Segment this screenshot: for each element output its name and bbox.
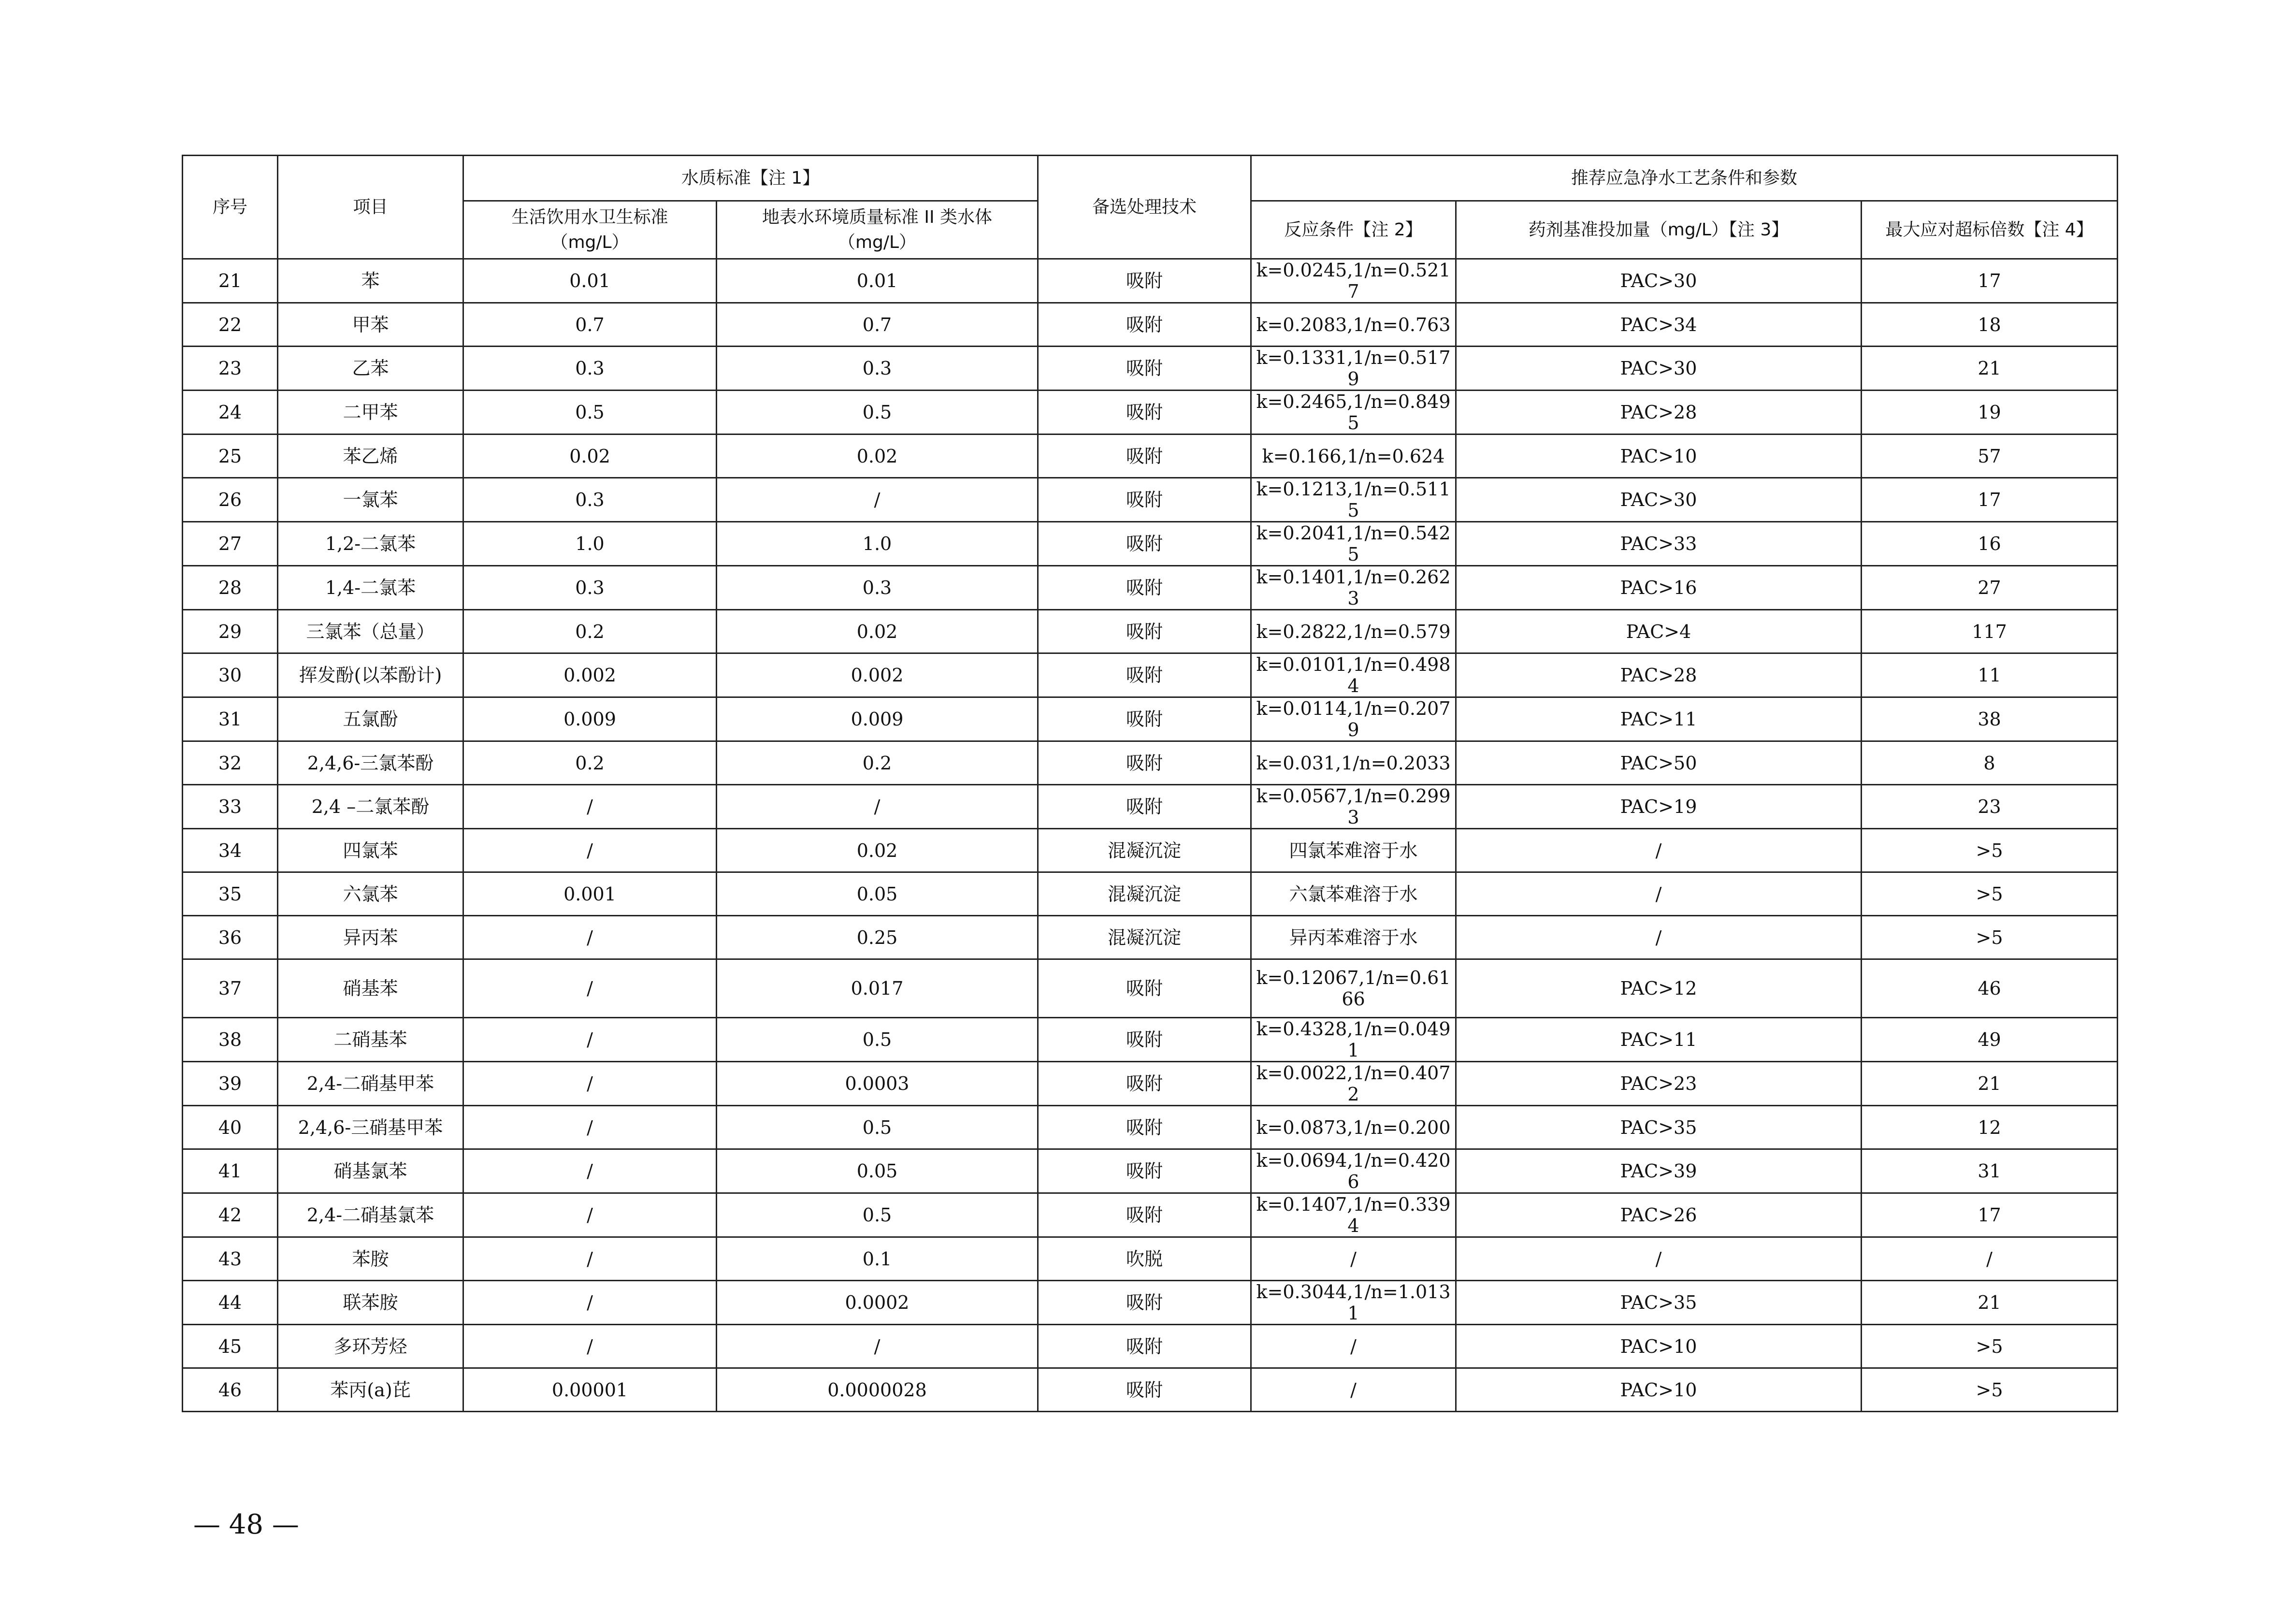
table-row <box>183 697 2118 741</box>
reaction-condition-cell: k=0.0114,1/n=0.2079 <box>1251 697 1456 741</box>
item-name-cell: 硝基氯苯 <box>278 1149 463 1193</box>
technique-cell: 吸附 <box>1038 1193 1251 1237</box>
dosage-cell: PAC>30 <box>1456 478 1862 522</box>
max-multiple-cell: 49 <box>1862 1018 2118 1062</box>
technique-cell: 混凝沉淀 <box>1038 829 1251 872</box>
technique-cell: 吸附 <box>1038 303 1251 347</box>
technique-cell: 混凝沉淀 <box>1038 916 1251 959</box>
reaction-condition-cell: 异丙苯难溶于水 <box>1251 916 1456 959</box>
dosage-cell: PAC>26 <box>1456 1193 1862 1237</box>
header-std-surface-line1: 地表水环境质量标准 II 类水体 <box>762 207 993 227</box>
technique-cell: 吸附 <box>1038 259 1251 303</box>
technique-cell: 吸附 <box>1038 1062 1251 1106</box>
surface-standard-cell: 0.3 <box>717 566 1038 610</box>
reaction-condition-cell: k=0.1213,1/n=0.5115 <box>1251 478 1456 522</box>
reaction-condition-cell: k=0.0873,1/n=0.200 <box>1251 1106 1456 1149</box>
technique-cell: 混凝沉淀 <box>1038 872 1251 916</box>
item-name-cell: 联苯胺 <box>278 1281 463 1325</box>
dosage-cell: PAC>35 <box>1456 1106 1862 1149</box>
dosage-cell: / <box>1456 916 1862 959</box>
dosage-cell: PAC>34 <box>1456 303 1862 347</box>
header-standard-group: 水质标准【注 1】 <box>463 156 1038 201</box>
row-number-cell: 40 <box>183 1106 278 1149</box>
drinking-standard-cell: 0.3 <box>463 566 717 610</box>
surface-standard-cell: 0.01 <box>717 259 1038 303</box>
drinking-standard-cell: / <box>463 1106 717 1149</box>
table-body <box>183 259 2118 1412</box>
max-multiple-cell: 16 <box>1862 522 2118 566</box>
technique-cell: 吸附 <box>1038 1106 1251 1149</box>
surface-standard-cell: 1.0 <box>717 522 1038 566</box>
item-name-cell: 2,4-二硝基氯苯 <box>278 1193 463 1237</box>
row-number-cell: 38 <box>183 1018 278 1062</box>
reaction-condition-cell: k=0.1331,1/n=0.5179 <box>1251 347 1456 391</box>
reaction-condition-cell: k=0.0694,1/n=0.4206 <box>1251 1149 1456 1193</box>
max-multiple-cell: 21 <box>1862 1062 2118 1106</box>
surface-standard-cell: 0.0003 <box>717 1062 1038 1106</box>
table-row <box>183 566 2118 610</box>
max-multiple-cell: 21 <box>1862 1281 2118 1325</box>
row-number-cell: 45 <box>183 1325 278 1368</box>
header-reaction: 反应条件【注 2】 <box>1251 201 1456 259</box>
surface-standard-cell: / <box>717 785 1038 829</box>
drinking-standard-cell: 1.0 <box>463 522 717 566</box>
max-multiple-cell: >5 <box>1862 1325 2118 1368</box>
drinking-standard-cell: 0.02 <box>463 434 717 478</box>
technique-cell: 吸附 <box>1038 478 1251 522</box>
table-row <box>183 478 2118 522</box>
reaction-condition-cell: 六氯苯难溶于水 <box>1251 872 1456 916</box>
drinking-standard-cell: / <box>463 959 717 1018</box>
technique-cell: 吸附 <box>1038 1325 1251 1368</box>
row-number-cell: 29 <box>183 610 278 653</box>
table-row <box>183 1106 2118 1149</box>
table-row <box>183 785 2118 829</box>
row-number-cell: 30 <box>183 653 278 697</box>
surface-standard-cell: 0.02 <box>717 610 1038 653</box>
max-multiple-cell: 46 <box>1862 959 2118 1018</box>
max-multiple-cell: 17 <box>1862 1193 2118 1237</box>
surface-standard-cell: 0.0000028 <box>717 1368 1038 1412</box>
item-name-cell: 一氯苯 <box>278 478 463 522</box>
item-name-cell: 硝基苯 <box>278 959 463 1018</box>
drinking-standard-cell: 0.002 <box>463 653 717 697</box>
item-name-cell: 六氯苯 <box>278 872 463 916</box>
max-multiple-cell: 21 <box>1862 347 2118 391</box>
table-row <box>183 1325 2118 1368</box>
header-std-surface <box>717 201 1038 259</box>
row-number-cell: 32 <box>183 741 278 785</box>
reaction-condition-cell: / <box>1251 1325 1456 1368</box>
table-row <box>183 1368 2118 1412</box>
item-name-cell: 三氯苯（总量） <box>278 610 463 653</box>
max-multiple-cell: 12 <box>1862 1106 2118 1149</box>
max-multiple-cell: >5 <box>1862 829 2118 872</box>
item-name-cell: 甲苯 <box>278 303 463 347</box>
technique-cell: 吸附 <box>1038 653 1251 697</box>
item-name-cell: 2,4,6-三氯苯酚 <box>278 741 463 785</box>
surface-standard-cell: 0.5 <box>717 1193 1038 1237</box>
surface-standard-cell: 0.05 <box>717 872 1038 916</box>
max-multiple-cell: 8 <box>1862 741 2118 785</box>
technique-cell: 吸附 <box>1038 1149 1251 1193</box>
technique-cell: 吸附 <box>1038 566 1251 610</box>
surface-standard-cell: 0.2 <box>717 741 1038 785</box>
table-row <box>183 1149 2118 1193</box>
item-name-cell: 二甲苯 <box>278 391 463 434</box>
table-row <box>183 741 2118 785</box>
dosage-cell: PAC>28 <box>1456 653 1862 697</box>
table-row <box>183 1281 2118 1325</box>
drinking-standard-cell: / <box>463 1018 717 1062</box>
row-number-cell: 35 <box>183 872 278 916</box>
surface-standard-cell: 0.3 <box>717 347 1038 391</box>
table-row <box>183 653 2118 697</box>
drinking-standard-cell: 0.2 <box>463 741 717 785</box>
table-row <box>183 916 2118 959</box>
max-multiple-cell: 27 <box>1862 566 2118 610</box>
reaction-condition-cell: k=0.1401,1/n=0.2623 <box>1251 566 1456 610</box>
dosage-cell: PAC>10 <box>1456 1325 1862 1368</box>
technique-cell: 吸附 <box>1038 1281 1251 1325</box>
header-process-group: 推荐应急净水工艺条件和参数 <box>1251 156 2118 201</box>
water-treatment-table <box>182 155 2118 1412</box>
technique-cell: 吸附 <box>1038 610 1251 653</box>
item-name-cell: 四氯苯 <box>278 829 463 872</box>
header-dosage: 药剂基准投加量（mg/L）【注 3】 <box>1456 201 1862 259</box>
drinking-standard-cell: 0.009 <box>463 697 717 741</box>
reaction-condition-cell: k=0.12067,1/n=0.6166 <box>1251 959 1456 1018</box>
technique-cell: 吸附 <box>1038 1368 1251 1412</box>
reaction-condition-cell: / <box>1251 1237 1456 1281</box>
table-row <box>183 1062 2118 1106</box>
dosage-cell: PAC>10 <box>1456 434 1862 478</box>
table-row <box>183 872 2118 916</box>
reaction-condition-cell: / <box>1251 1368 1456 1412</box>
dosage-cell: PAC>11 <box>1456 1018 1862 1062</box>
page-number: — 48 — <box>193 1509 299 1540</box>
surface-standard-cell: 0.7 <box>717 303 1038 347</box>
dosage-cell: PAC>19 <box>1456 785 1862 829</box>
drinking-standard-cell: / <box>463 1237 717 1281</box>
technique-cell: 吸附 <box>1038 347 1251 391</box>
drinking-standard-cell: 0.001 <box>463 872 717 916</box>
reaction-condition-cell: k=0.3044,1/n=1.0131 <box>1251 1281 1456 1325</box>
reaction-condition-cell: k=0.2083,1/n=0.763 <box>1251 303 1456 347</box>
technique-cell: 吸附 <box>1038 741 1251 785</box>
dosage-cell: PAC>30 <box>1456 259 1862 303</box>
max-multiple-cell: >5 <box>1862 916 2118 959</box>
header-std-drinking-line2: （mg/L） <box>550 232 629 252</box>
surface-standard-cell: 0.5 <box>717 391 1038 434</box>
drinking-standard-cell: 0.00001 <box>463 1368 717 1412</box>
technique-cell: 吸附 <box>1038 522 1251 566</box>
max-multiple-cell: 18 <box>1862 303 2118 347</box>
item-name-cell: 苯乙烯 <box>278 434 463 478</box>
row-number-cell: 43 <box>183 1237 278 1281</box>
item-name-cell: 2,4 –二氯苯酚 <box>278 785 463 829</box>
reaction-condition-cell: k=0.2041,1/n=0.5425 <box>1251 522 1456 566</box>
row-number-cell: 42 <box>183 1193 278 1237</box>
header-std-drinking-line1: 生活饮用水卫生标准 <box>511 207 668 227</box>
dosage-cell: PAC>11 <box>1456 697 1862 741</box>
dosage-cell: / <box>1456 872 1862 916</box>
max-multiple-cell: >5 <box>1862 1368 2118 1412</box>
row-number-cell: 41 <box>183 1149 278 1193</box>
max-multiple-cell: / <box>1862 1237 2118 1281</box>
reaction-condition-cell: k=0.0567,1/n=0.2993 <box>1251 785 1456 829</box>
max-multiple-cell: 17 <box>1862 259 2118 303</box>
max-multiple-cell: 17 <box>1862 478 2118 522</box>
row-number-cell: 44 <box>183 1281 278 1325</box>
max-multiple-cell: 57 <box>1862 434 2118 478</box>
row-number-cell: 27 <box>183 522 278 566</box>
dosage-cell: / <box>1456 829 1862 872</box>
item-name-cell: 挥发酚(以苯酚计) <box>278 653 463 697</box>
reaction-condition-cell: 四氯苯难溶于水 <box>1251 829 1456 872</box>
max-multiple-cell: 38 <box>1862 697 2118 741</box>
item-name-cell: 苯 <box>278 259 463 303</box>
item-name-cell: 五氯酚 <box>278 697 463 741</box>
header-technique: 备选处理技术 <box>1038 156 1251 259</box>
table-row <box>183 303 2118 347</box>
item-name-cell: 2,4,6-三硝基甲苯 <box>278 1106 463 1149</box>
item-name-cell: 二硝基苯 <box>278 1018 463 1062</box>
reaction-condition-cell: k=0.1407,1/n=0.3394 <box>1251 1193 1456 1237</box>
technique-cell: 吸附 <box>1038 391 1251 434</box>
surface-standard-cell: 0.017 <box>717 959 1038 1018</box>
drinking-standard-cell: 0.5 <box>463 391 717 434</box>
surface-standard-cell: 0.1 <box>717 1237 1038 1281</box>
surface-standard-cell: 0.5 <box>717 1106 1038 1149</box>
technique-cell: 吸附 <box>1038 959 1251 1018</box>
row-number-cell: 24 <box>183 391 278 434</box>
table-row <box>183 1193 2118 1237</box>
technique-cell: 吸附 <box>1038 1018 1251 1062</box>
table-row <box>183 610 2118 653</box>
drinking-standard-cell: 0.01 <box>463 259 717 303</box>
reaction-condition-cell: k=0.0101,1/n=0.4984 <box>1251 653 1456 697</box>
header-seq: 序号 <box>183 156 278 259</box>
row-number-cell: 33 <box>183 785 278 829</box>
header-std-surface-line2: （mg/L） <box>838 232 917 252</box>
table-row <box>183 391 2118 434</box>
drinking-standard-cell: / <box>463 785 717 829</box>
row-number-cell: 21 <box>183 259 278 303</box>
table-row <box>183 434 2118 478</box>
reaction-condition-cell: k=0.0245,1/n=0.5217 <box>1251 259 1456 303</box>
max-multiple-cell: 31 <box>1862 1149 2118 1193</box>
reaction-condition-cell: k=0.2822,1/n=0.579 <box>1251 610 1456 653</box>
row-number-cell: 46 <box>183 1368 278 1412</box>
table-row <box>183 522 2118 566</box>
row-number-cell: 37 <box>183 959 278 1018</box>
item-name-cell: 苯胺 <box>278 1237 463 1281</box>
max-multiple-cell: 11 <box>1862 653 2118 697</box>
drinking-standard-cell: 0.7 <box>463 303 717 347</box>
dosage-cell: PAC>33 <box>1456 522 1862 566</box>
dosage-cell: PAC>12 <box>1456 959 1862 1018</box>
item-name-cell: 1,2-二氯苯 <box>278 522 463 566</box>
reaction-condition-cell: k=0.166,1/n=0.624 <box>1251 434 1456 478</box>
table-row <box>183 829 2118 872</box>
row-number-cell: 34 <box>183 829 278 872</box>
dosage-cell: PAC>30 <box>1456 347 1862 391</box>
drinking-standard-cell: / <box>463 829 717 872</box>
surface-standard-cell: / <box>717 478 1038 522</box>
row-number-cell: 25 <box>183 434 278 478</box>
technique-cell: 吸附 <box>1038 434 1251 478</box>
drinking-standard-cell: 0.3 <box>463 478 717 522</box>
technique-cell: 吸附 <box>1038 785 1251 829</box>
reaction-condition-cell: k=0.2465,1/n=0.8495 <box>1251 391 1456 434</box>
dosage-cell: PAC>35 <box>1456 1281 1862 1325</box>
max-multiple-cell: 23 <box>1862 785 2118 829</box>
header-std-drinking <box>463 201 717 259</box>
header-row-1 <box>183 156 2118 201</box>
row-number-cell: 22 <box>183 303 278 347</box>
row-number-cell: 39 <box>183 1062 278 1106</box>
table-row <box>183 347 2118 391</box>
surface-standard-cell: 0.02 <box>717 434 1038 478</box>
dosage-cell: PAC>23 <box>1456 1062 1862 1106</box>
surface-standard-cell: 0.009 <box>717 697 1038 741</box>
max-multiple-cell: 19 <box>1862 391 2118 434</box>
row-number-cell: 26 <box>183 478 278 522</box>
reaction-condition-cell: k=0.031,1/n=0.2033 <box>1251 741 1456 785</box>
drinking-standard-cell: / <box>463 1325 717 1368</box>
drinking-standard-cell: / <box>463 1062 717 1106</box>
dosage-cell: PAC>28 <box>1456 391 1862 434</box>
dosage-cell: PAC>50 <box>1456 741 1862 785</box>
surface-standard-cell: 0.0002 <box>717 1281 1038 1325</box>
drinking-standard-cell: / <box>463 1281 717 1325</box>
row-number-cell: 28 <box>183 566 278 610</box>
table-row <box>183 1018 2118 1062</box>
table-row <box>183 259 2118 303</box>
drinking-standard-cell: 0.3 <box>463 347 717 391</box>
table-row <box>183 959 2118 1018</box>
item-name-cell: 乙苯 <box>278 347 463 391</box>
max-multiple-cell: 117 <box>1862 610 2118 653</box>
item-name-cell: 苯丙(a)芘 <box>278 1368 463 1412</box>
dosage-cell: PAC>39 <box>1456 1149 1862 1193</box>
surface-standard-cell: 0.05 <box>717 1149 1038 1193</box>
row-number-cell: 31 <box>183 697 278 741</box>
technique-cell: 吸附 <box>1038 697 1251 741</box>
item-name-cell: 1,4-二氯苯 <box>278 566 463 610</box>
row-number-cell: 23 <box>183 347 278 391</box>
surface-standard-cell: 0.25 <box>717 916 1038 959</box>
reaction-condition-cell: k=0.4328,1/n=0.0491 <box>1251 1018 1456 1062</box>
item-name-cell: 多环芳烃 <box>278 1325 463 1368</box>
drinking-standard-cell: / <box>463 1149 717 1193</box>
technique-cell: 吹脱 <box>1038 1237 1251 1281</box>
max-multiple-cell: >5 <box>1862 872 2118 916</box>
surface-standard-cell: / <box>717 1325 1038 1368</box>
drinking-standard-cell: / <box>463 1193 717 1237</box>
surface-standard-cell: 0.002 <box>717 653 1038 697</box>
reaction-condition-cell: k=0.0022,1/n=0.4072 <box>1251 1062 1456 1106</box>
row-number-cell: 36 <box>183 916 278 959</box>
dosage-cell: PAC>10 <box>1456 1368 1862 1412</box>
dosage-cell: / <box>1456 1237 1862 1281</box>
item-name-cell: 2,4-二硝基甲苯 <box>278 1062 463 1106</box>
table-row <box>183 1237 2118 1281</box>
surface-standard-cell: 0.5 <box>717 1018 1038 1062</box>
dosage-cell: PAC>16 <box>1456 566 1862 610</box>
item-name-cell: 异丙苯 <box>278 916 463 959</box>
header-max-multiple: 最大应对超标倍数【注 4】 <box>1862 201 2118 259</box>
dosage-cell: PAC>4 <box>1456 610 1862 653</box>
drinking-standard-cell: 0.2 <box>463 610 717 653</box>
header-item: 项目 <box>278 156 463 259</box>
drinking-standard-cell: / <box>463 916 717 959</box>
surface-standard-cell: 0.02 <box>717 829 1038 872</box>
